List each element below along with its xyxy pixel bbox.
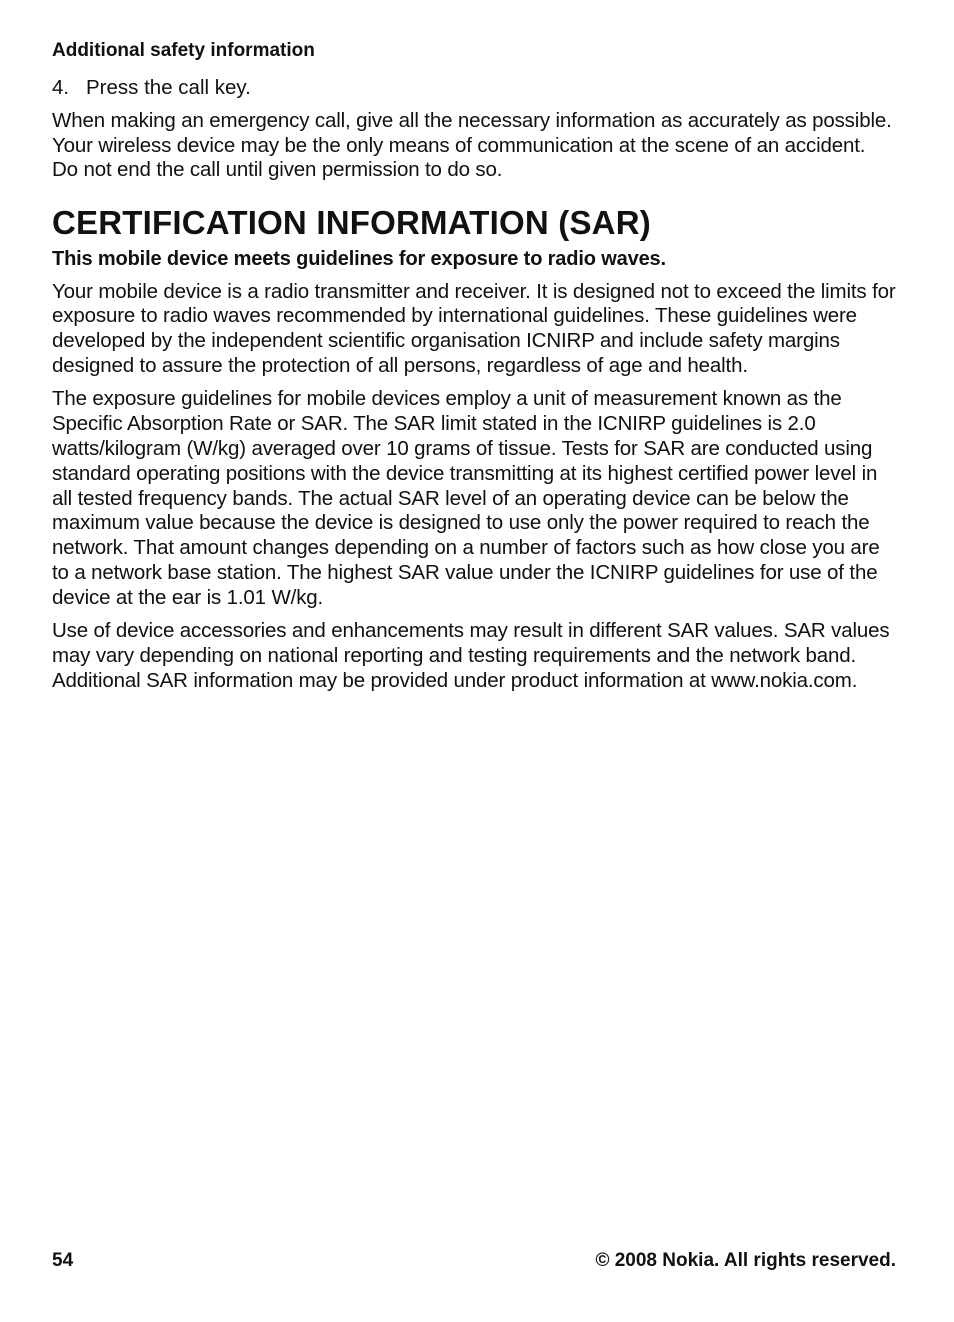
lead-statement: This mobile device meets guidelines for exposure to radio waves. <box>52 248 666 271</box>
document-page <box>52 0 896 1322</box>
step-text: Press the call key. <box>86 76 251 99</box>
page-number: 54 <box>52 1250 74 1271</box>
sar-paragraph-3: Use of device accessories and enhancements may result in different SAR values. SAR values may vary depending on national reporting and testing requirements and the network band. Additional SAR information may be provided under product information at www.nokia.com. <box>52 619 890 692</box>
sar-paragraph-2: The exposure guidelines for mobile devices employ a unit of measurement known as the Specific Absorption Rate or SAR. The SAR limit stated in the ICNIRP guidelines is 2.0 watts/kilogram (W/kg) averaged over 10 grams of tissue. Tests for SAR are conducted using standard operating positions with the device transmitting at its highest certified power level in all tested frequency bands. The actual SAR level of an operating device can be below the maximum value because the device is designed to use only the power required to reach the network. That amount changes depending on a number of factors such as how close you are to a network base station. The highest SAR value under the ICNIRP guidelines for use of the device at the ear is 1.01 W/kg. <box>52 387 880 609</box>
numbered-step <box>52 76 896 101</box>
section-heading: CERTIFICATION INFORMATION (SAR) <box>52 204 651 242</box>
sar-paragraph-1: Your mobile device is a radio transmitter and receiver. It is designed not to exceed the limits for exposure to radio waves recommended by international guidelines. These guidelines were developed by the independent scientific organisation ICNIRP and include safety margins designed to assure the protection of all persons, regardless of age and health. <box>52 279 896 378</box>
running-header: Additional safety information <box>52 40 315 61</box>
copyright-notice: © 2008 Nokia. All rights reserved. <box>595 1250 896 1271</box>
emergency-paragraph: When making an emergency call, give all the necessary information as accurately as possible. Your wireless device may be the only means of communication at the scene of an accident. Do not end the call until given permission to do so. <box>52 108 892 182</box>
step-number: 4. <box>52 76 70 99</box>
page-content <box>52 76 896 693</box>
